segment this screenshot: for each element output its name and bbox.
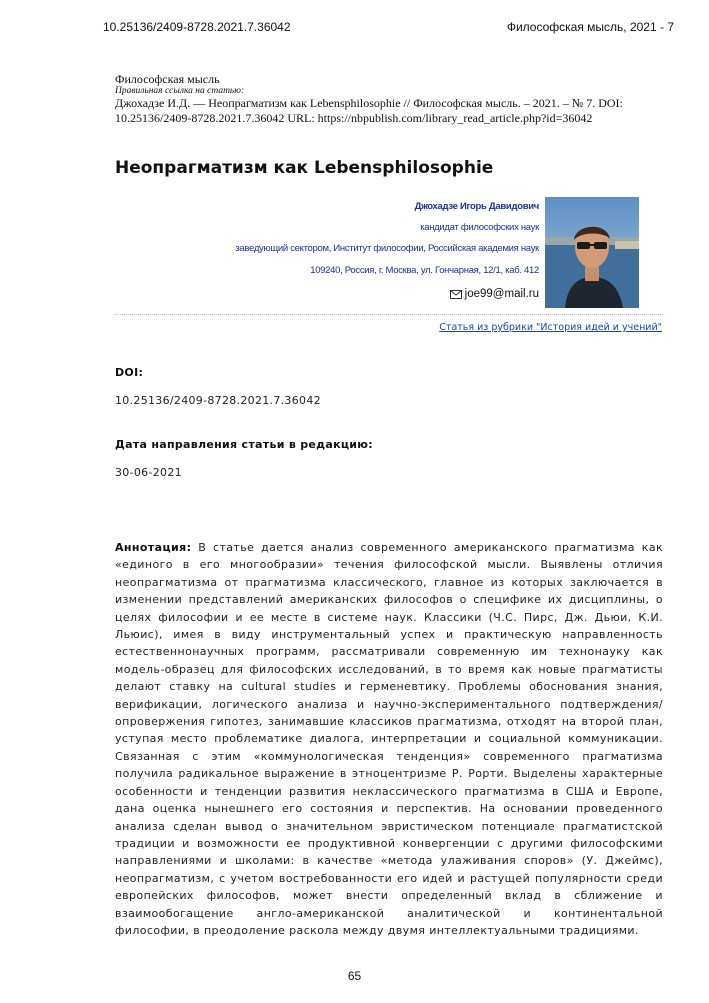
header-journal-issue: Философская мысль, 2021 - 7 (506, 20, 674, 34)
author-degree: кандидат философских наук (420, 222, 539, 233)
citation-reference: Джохадзе И.Д. — Неопрагматизм как Lebensphilosophie // Философская мысль. – 2021. – № 7. DOI: 10.25136/2409-8728.2021.7.36042 URL: https://nbpublish.com/library_read_article.php?id=36042 (115, 96, 623, 125)
header-doi: 10.25136/2409-8728.2021.7.36042 (103, 20, 291, 34)
abstract-label: Аннотация: (115, 541, 192, 554)
divider (115, 314, 663, 315)
abstract-text: В статье дается анализ современного американского прагматизма как «единого в его многообразии» течения философской мысли. Выявлены отличия неопрагматизма от прагматизма классического, главное из которых заключается в изменении представлений американских философов о специфике их дисциплины, о целях философии и ее месте в системе наук. Классики (Ч.С. Пирс, Дж. Дьюи, К.И. Льюис), имея в виду инструментальный успех и практическую направленность естественнонаучных программ, рассматривали современную им технонауку как модель-образец для философских исследований, в то время как новые прагматисты делают ставку на cultural studies и герменевтику. Проблемы обоснования знания, верификации, логического анализа и научно-экспериментального подтверждения/опровержения гипотез, занимавшие классиков прагматизма, отходят на второй план, уступая место проблематике диалога, интерпретации и социальной коммуникации. Связанная с этим «коммунологическая тенденция» современного прагматизма получила радикальное выражение в этноцентризме Р. Рорти. Выделены характерные особенности и тенденции развития неклассического прагматизма в США и Европе, дана оценка нынешнего его состояния и перспектив. На основании проведенного анализа сделан вывод о значительном эвристическом потенциале прагматистской традиции и возможности ее продуктивной конвергенции с другими философскими направлениями и школами: в качестве «метода улаживания споров» (У. Джеймс), неопрагматизм, с учетом востребованности его идей и растущей популярности среди европейских философов, может внести определенный вклад в сближение и взаимообогащение англо-американской аналитической и континентальной философии, в преодоление раскола между двумя интеллектуальными традициями. (115, 541, 663, 937)
submission-date-label: Дата направления статьи в редакцию: (115, 438, 373, 451)
citation-how-to-cite: Правильная ссылка на статью: (115, 86, 245, 96)
doi-label: DOI: (115, 366, 144, 379)
author-email[interactable] (450, 288, 539, 300)
author-name: Джохадзе Игорь Давидович (414, 201, 539, 212)
author-position: заведующий сектором, Институт философии, Российская академия наук (235, 243, 539, 254)
author-address: 109240, Россия, г. Москва, ул. Гончарная, 12/1, каб. 412 (310, 265, 539, 276)
page-number: 65 (347, 969, 362, 983)
rubric-link[interactable]: Статья из рубрики "История идей и учений" (439, 322, 662, 333)
author-email-text[interactable]: joe99@mail.ru (464, 288, 539, 300)
author-photo (545, 197, 639, 308)
submission-date-value: 30-06-2021 (115, 466, 182, 479)
citation-journal: Философская мысль (115, 72, 220, 86)
abstract (115, 539, 663, 939)
article-title: Неопрагматизм как Lebensphilosophie (115, 158, 494, 178)
mail-icon (450, 290, 462, 299)
doi-value: 10.25136/2409-8728.2021.7.36042 (115, 394, 321, 407)
